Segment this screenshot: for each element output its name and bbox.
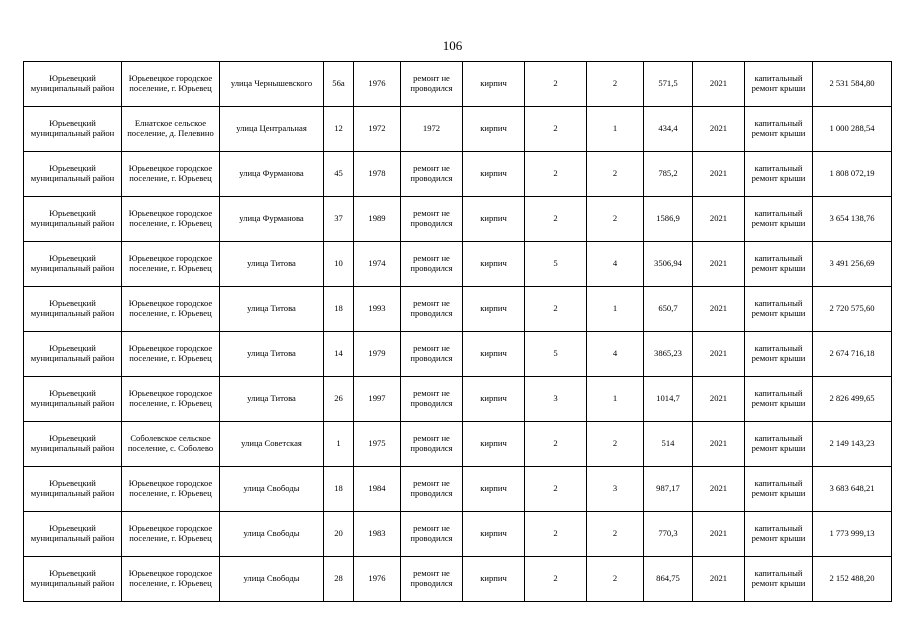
year-built-cell: 1993 — [354, 287, 401, 332]
entrances-cell: 1 — [587, 287, 644, 332]
table-row — [24, 287, 892, 332]
cost-cell: 2 720 575,60 — [813, 287, 892, 332]
plan-year-cell: 2021 — [693, 62, 745, 107]
floors-cell: 2 — [525, 512, 587, 557]
work-type-cell: капитальный ремонт крыши — [745, 152, 813, 197]
table-row — [24, 152, 892, 197]
year-built-cell: 1974 — [354, 242, 401, 287]
floors-cell: 5 — [525, 332, 587, 377]
street-cell: улица Советская — [220, 422, 324, 467]
table-row — [24, 557, 892, 602]
street-cell: улица Центральная — [220, 107, 324, 152]
floors-cell: 2 — [525, 422, 587, 467]
year-built-cell: 1984 — [354, 467, 401, 512]
wall-material-cell: кирпич — [463, 197, 525, 242]
street-cell: улица Свободы — [220, 512, 324, 557]
district-cell: Юрьевецкий муниципальный район — [24, 107, 122, 152]
district-cell: Юрьевецкий муниципальный район — [24, 62, 122, 107]
house-number-cell: 18 — [324, 287, 354, 332]
house-number-cell: 56а — [324, 62, 354, 107]
entrances-cell: 4 — [587, 242, 644, 287]
wall-material-cell: кирпич — [463, 557, 525, 602]
page-number: 106 — [442, 38, 463, 53]
wall-material-cell: кирпич — [463, 422, 525, 467]
street-cell: улица Титова — [220, 377, 324, 422]
entrances-cell: 1 — [587, 107, 644, 152]
entrances-cell: 2 — [587, 512, 644, 557]
entrances-cell: 4 — [587, 332, 644, 377]
cost-cell: 1 000 288,54 — [813, 107, 892, 152]
entrances-cell: 2 — [587, 422, 644, 467]
wall-material-cell: кирпич — [463, 467, 525, 512]
street-cell: улица Фурманова — [220, 152, 324, 197]
wall-material-cell: кирпич — [463, 512, 525, 557]
area-cell: 571,5 — [644, 62, 693, 107]
year-built-cell: 1976 — [354, 62, 401, 107]
area-cell: 864,75 — [644, 557, 693, 602]
district-cell: Юрьевецкий муниципальный район — [24, 557, 122, 602]
street-cell: улица Чернышевского — [220, 62, 324, 107]
plan-year-cell: 2021 — [693, 287, 745, 332]
wall-material-cell: кирпич — [463, 242, 525, 287]
wall-material-cell: кирпич — [463, 377, 525, 422]
work-type-cell: капитальный ремонт крыши — [745, 242, 813, 287]
area-cell: 1586,9 — [644, 197, 693, 242]
cost-cell: 2 149 143,23 — [813, 422, 892, 467]
house-number-cell: 37 — [324, 197, 354, 242]
district-cell: Юрьевецкий муниципальный район — [24, 287, 122, 332]
entrances-cell: 1 — [587, 377, 644, 422]
area-cell: 514 — [644, 422, 693, 467]
cost-cell: 2 826 499,65 — [813, 377, 892, 422]
plan-year-cell: 2021 — [693, 467, 745, 512]
last-repair-cell: ремонт не проводился — [401, 242, 463, 287]
work-type-cell: капитальный ремонт крыши — [745, 512, 813, 557]
cost-cell: 3 683 648,21 — [813, 467, 892, 512]
work-type-cell: капитальный ремонт крыши — [745, 377, 813, 422]
table-row — [24, 197, 892, 242]
district-cell: Юрьевецкий муниципальный район — [24, 467, 122, 512]
settlement-cell: Елнатское сельское поселение, д. Пелевино — [122, 107, 220, 152]
table-row — [24, 242, 892, 287]
house-number-cell: 45 — [324, 152, 354, 197]
last-repair-cell: ремонт не проводился — [401, 62, 463, 107]
floors-cell: 2 — [525, 287, 587, 332]
street-cell: улица Титова — [220, 242, 324, 287]
district-cell: Юрьевецкий муниципальный район — [24, 377, 122, 422]
table-row — [24, 377, 892, 422]
area-cell: 987,17 — [644, 467, 693, 512]
last-repair-cell: ремонт не проводился — [401, 422, 463, 467]
wall-material-cell: кирпич — [463, 152, 525, 197]
street-cell: улица Фурманова — [220, 197, 324, 242]
work-type-cell: капитальный ремонт крыши — [745, 557, 813, 602]
house-number-cell: 28 — [324, 557, 354, 602]
settlement-cell: Юрьевецкое городское поселение, г. Юрьевец — [122, 62, 220, 107]
work-type-cell: капитальный ремонт крыши — [745, 62, 813, 107]
settlement-cell: Юрьевецкое городское поселение, г. Юрьевец — [122, 377, 220, 422]
cost-cell: 3 491 256,69 — [813, 242, 892, 287]
plan-year-cell: 2021 — [693, 377, 745, 422]
work-type-cell: капитальный ремонт крыши — [745, 287, 813, 332]
cost-cell: 1 808 072,19 — [813, 152, 892, 197]
wall-material-cell: кирпич — [463, 107, 525, 152]
table-row — [24, 512, 892, 557]
work-type-cell: капитальный ремонт крыши — [745, 422, 813, 467]
plan-year-cell: 2021 — [693, 242, 745, 287]
year-built-cell: 1972 — [354, 107, 401, 152]
street-cell: улица Свободы — [220, 557, 324, 602]
last-repair-cell: ремонт не проводился — [401, 512, 463, 557]
last-repair-cell: ремонт не проводился — [401, 377, 463, 422]
floors-cell: 2 — [525, 152, 587, 197]
cost-cell: 2 674 716,18 — [813, 332, 892, 377]
area-cell: 650,7 — [644, 287, 693, 332]
floors-cell: 2 — [525, 467, 587, 512]
year-built-cell: 1989 — [354, 197, 401, 242]
table-row — [24, 62, 892, 107]
district-cell: Юрьевецкий муниципальный район — [24, 332, 122, 377]
plan-year-cell: 2021 — [693, 557, 745, 602]
work-type-cell: капитальный ремонт крыши — [745, 467, 813, 512]
floors-cell: 2 — [525, 62, 587, 107]
last-repair-cell: ремонт не проводился — [401, 152, 463, 197]
year-built-cell: 1983 — [354, 512, 401, 557]
last-repair-cell: 1972 — [401, 107, 463, 152]
street-cell: улица Титова — [220, 332, 324, 377]
plan-year-cell: 2021 — [693, 107, 745, 152]
year-built-cell: 1976 — [354, 557, 401, 602]
cost-cell: 2 152 488,20 — [813, 557, 892, 602]
cost-cell: 3 654 138,76 — [813, 197, 892, 242]
wall-material-cell: кирпич — [463, 62, 525, 107]
floors-cell: 2 — [525, 107, 587, 152]
area-cell: 770,3 — [644, 512, 693, 557]
settlement-cell: Юрьевецкое городское поселение, г. Юрьевец — [122, 287, 220, 332]
house-number-cell: 1 — [324, 422, 354, 467]
district-cell: Юрьевецкий муниципальный район — [24, 422, 122, 467]
last-repair-cell: ремонт не проводился — [401, 332, 463, 377]
last-repair-cell: ремонт не проводился — [401, 287, 463, 332]
entrances-cell: 2 — [587, 197, 644, 242]
plan-year-cell: 2021 — [693, 422, 745, 467]
street-cell: улица Свободы — [220, 467, 324, 512]
district-cell: Юрьевецкий муниципальный район — [24, 197, 122, 242]
settlement-cell: Юрьевецкое городское поселение, г. Юрьевец — [122, 467, 220, 512]
house-number-cell: 18 — [324, 467, 354, 512]
cost-cell: 2 531 584,80 — [813, 62, 892, 107]
house-number-cell: 20 — [324, 512, 354, 557]
house-number-cell: 12 — [324, 107, 354, 152]
last-repair-cell: ремонт не проводился — [401, 197, 463, 242]
work-type-cell: капитальный ремонт крыши — [745, 107, 813, 152]
plan-year-cell: 2021 — [693, 152, 745, 197]
plan-year-cell: 2021 — [693, 512, 745, 557]
work-type-cell: капитальный ремонт крыши — [745, 197, 813, 242]
settlement-cell: Юрьевецкое городское поселение, г. Юрьевец — [122, 197, 220, 242]
entrances-cell: 2 — [587, 557, 644, 602]
plan-year-cell: 2021 — [693, 332, 745, 377]
last-repair-cell: ремонт не проводился — [401, 467, 463, 512]
settlement-cell: Юрьевецкое городское поселение, г. Юрьевец — [122, 152, 220, 197]
cost-cell: 1 773 999,13 — [813, 512, 892, 557]
district-cell: Юрьевецкий муниципальный район — [24, 242, 122, 287]
table-row — [24, 467, 892, 512]
wall-material-cell: кирпич — [463, 332, 525, 377]
floors-cell: 3 — [525, 377, 587, 422]
area-cell: 3865,23 — [644, 332, 693, 377]
housing-repair-table — [23, 61, 892, 602]
table-body — [24, 62, 892, 602]
settlement-cell: Соболевское сельское поселение, с. Соболево — [122, 422, 220, 467]
floors-cell: 2 — [525, 557, 587, 602]
floors-cell: 2 — [525, 197, 587, 242]
area-cell: 3506,94 — [644, 242, 693, 287]
year-built-cell: 1975 — [354, 422, 401, 467]
area-cell: 1014,7 — [644, 377, 693, 422]
table-row — [24, 422, 892, 467]
district-cell: Юрьевецкий муниципальный район — [24, 512, 122, 557]
entrances-cell: 2 — [587, 152, 644, 197]
wall-material-cell: кирпич — [463, 287, 525, 332]
district-cell: Юрьевецкий муниципальный район — [24, 152, 122, 197]
settlement-cell: Юрьевецкое городское поселение, г. Юрьевец — [122, 242, 220, 287]
area-cell: 434,4 — [644, 107, 693, 152]
year-built-cell: 1979 — [354, 332, 401, 377]
house-number-cell: 10 — [324, 242, 354, 287]
area-cell: 785,2 — [644, 152, 693, 197]
plan-year-cell: 2021 — [693, 197, 745, 242]
table-row — [24, 332, 892, 377]
year-built-cell: 1978 — [354, 152, 401, 197]
house-number-cell: 26 — [324, 377, 354, 422]
settlement-cell: Юрьевецкое городское поселение, г. Юрьевец — [122, 512, 220, 557]
year-built-cell: 1997 — [354, 377, 401, 422]
floors-cell: 5 — [525, 242, 587, 287]
entrances-cell: 2 — [587, 62, 644, 107]
table-row — [24, 107, 892, 152]
last-repair-cell: ремонт не проводился — [401, 557, 463, 602]
settlement-cell: Юрьевецкое городское поселение, г. Юрьевец — [122, 557, 220, 602]
settlement-cell: Юрьевецкое городское поселение, г. Юрьевец — [122, 332, 220, 377]
work-type-cell: капитальный ремонт крыши — [745, 332, 813, 377]
entrances-cell: 3 — [587, 467, 644, 512]
street-cell: улица Титова — [220, 287, 324, 332]
house-number-cell: 14 — [324, 332, 354, 377]
